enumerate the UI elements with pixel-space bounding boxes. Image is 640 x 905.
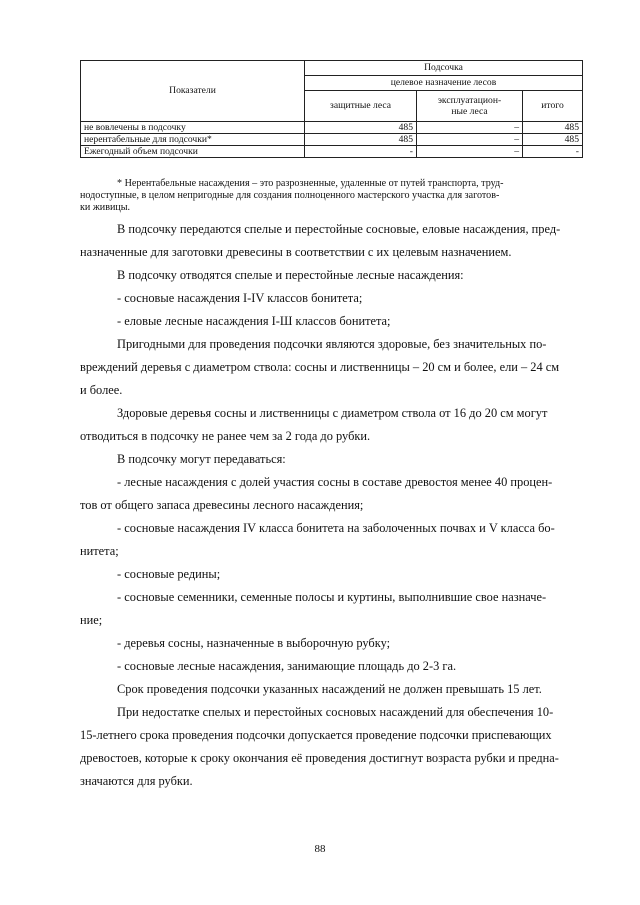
paragraph-line: - сосновые редины; — [117, 567, 221, 581]
paragraph-line: значаются для рубки. — [80, 774, 193, 788]
table-header-protective: защитные леса — [305, 91, 417, 122]
table-row — [81, 134, 583, 146]
paragraph — [80, 517, 582, 563]
paragraph — [80, 471, 582, 517]
row-value-total: - — [523, 146, 583, 158]
paragraph-line: и более. — [80, 383, 123, 397]
paragraph — [80, 287, 582, 310]
row-label: Ежегодный объем подсочки — [81, 146, 305, 158]
paragraph — [80, 264, 582, 287]
paragraph-line: - еловые лесные насаждения I-Ш классов бонитета; — [117, 314, 391, 328]
paragraph — [80, 586, 582, 632]
table-footnote — [80, 178, 583, 214]
paragraph-line: - сосновые насаждения IV класса бонитета на заболоченных почвах и V класса бо- — [117, 521, 555, 535]
paragraph-line: отводиться в подсочку не ранее чем за 2 года до рубки. — [80, 429, 371, 443]
paragraph-line: вреждений деревья с диаметром ствола: сосны и лиственницы – 20 см и более, ели – 24 см — [80, 360, 560, 374]
paragraph — [80, 632, 582, 655]
table-header-total: итого — [523, 91, 583, 122]
paragraph-line: - лесные насаждения с долей участия сосны в составе древостоя менее 40 процен- — [117, 475, 553, 489]
row-value-total: 485 — [523, 134, 583, 146]
paragraph — [80, 678, 582, 701]
row-label: нерентабельные для подсочки* — [81, 134, 305, 146]
footnote-line: ки живицы. — [80, 202, 131, 213]
paragraph — [80, 333, 582, 402]
footnote-line: * Нерентабельные насаждения – это разрозненные, удаленные от путей транспорта, труд- — [117, 178, 504, 189]
paragraph-line: назначенные для заготовки древесины в соответствии с их целевым назначением. — [80, 245, 512, 259]
paragraph-line: тов от общего запаса древесины лесного насаждения; — [80, 498, 364, 512]
paragraph-line: - деревья сосны, назначенные в выборочную рубку; — [117, 636, 391, 650]
row-label: не вовлечены в подсочку — [81, 122, 305, 134]
paragraph — [80, 448, 582, 471]
paragraph — [80, 701, 582, 793]
paragraph-line: древостоев, которые к сроку окончания её проведения достигнут возраста рубки и предна- — [80, 751, 559, 765]
paragraph — [80, 218, 582, 264]
table-header-exploitation — [417, 91, 523, 122]
row-value-exploitation: – — [417, 134, 523, 146]
table-header-exploitation-line2: ные леса — [451, 106, 488, 117]
paragraph-line: Пригодными для проведения подсочки являются здоровые, без значительных по- — [117, 337, 547, 351]
paragraph-line: - сосновые лесные насаждения, занимающие площадь до 2-3 га. — [117, 659, 457, 673]
paragraph — [80, 655, 582, 678]
table-header-exploitation-line1: эксплуатацион- — [437, 94, 502, 106]
paragraph-line: - сосновые семенники, семенные полосы и куртины, выполнившие свое назначе- — [117, 590, 547, 604]
footnote-line: нодоступные, в целом непригодные для создания полноценного мастерского участка для заготов- — [80, 190, 500, 201]
table-header-indicators: Показатели — [81, 61, 305, 122]
table-header-subgroup: целевое назначение лесов — [305, 76, 583, 91]
paragraph-line: - сосновые насаждения I-IV классов бонитета; — [117, 291, 363, 305]
paragraph-line: 15-летнего срока проведения подсочки допускается проведение подсочки приспевающих — [80, 728, 552, 742]
paragraph-line: В подсочку передаются спелые и перестойные сосновые, еловые насаждения, пред- — [117, 222, 561, 236]
table-row — [81, 146, 583, 158]
paragraph-line: нитета; — [80, 544, 119, 558]
podsochka-table — [80, 60, 583, 158]
paragraph-line: ние; — [80, 613, 103, 627]
page-number: 88 — [314, 843, 326, 855]
paragraph-line: При недостатке спелых и перестойных сосновых насаждений для обеспечения 10- — [117, 705, 554, 719]
paragraph — [80, 310, 582, 333]
paragraph-line: В подсочку отводятся спелые и перестойные лесные насаждения: — [117, 268, 464, 282]
row-value-protective: 485 — [305, 122, 417, 134]
row-value-total: 485 — [523, 122, 583, 134]
row-value-exploitation: – — [417, 146, 523, 158]
row-value-exploitation: – — [417, 122, 523, 134]
row-value-protective: 485 — [305, 134, 417, 146]
paragraph-line: Срок проведения подсочки указанных насаждений не должен превышать 15 лет. — [117, 682, 542, 696]
paragraph-line: Здоровые деревья сосны и лиственницы с диаметром ствола от 16 до 20 см могут — [117, 406, 548, 420]
table-row — [81, 122, 583, 134]
paragraph-line: В подсочку могут передаваться: — [117, 452, 286, 466]
row-value-protective: - — [305, 146, 417, 158]
table-header-group: Подсочка — [305, 61, 583, 76]
paragraph — [80, 402, 582, 448]
paragraph — [80, 563, 582, 586]
